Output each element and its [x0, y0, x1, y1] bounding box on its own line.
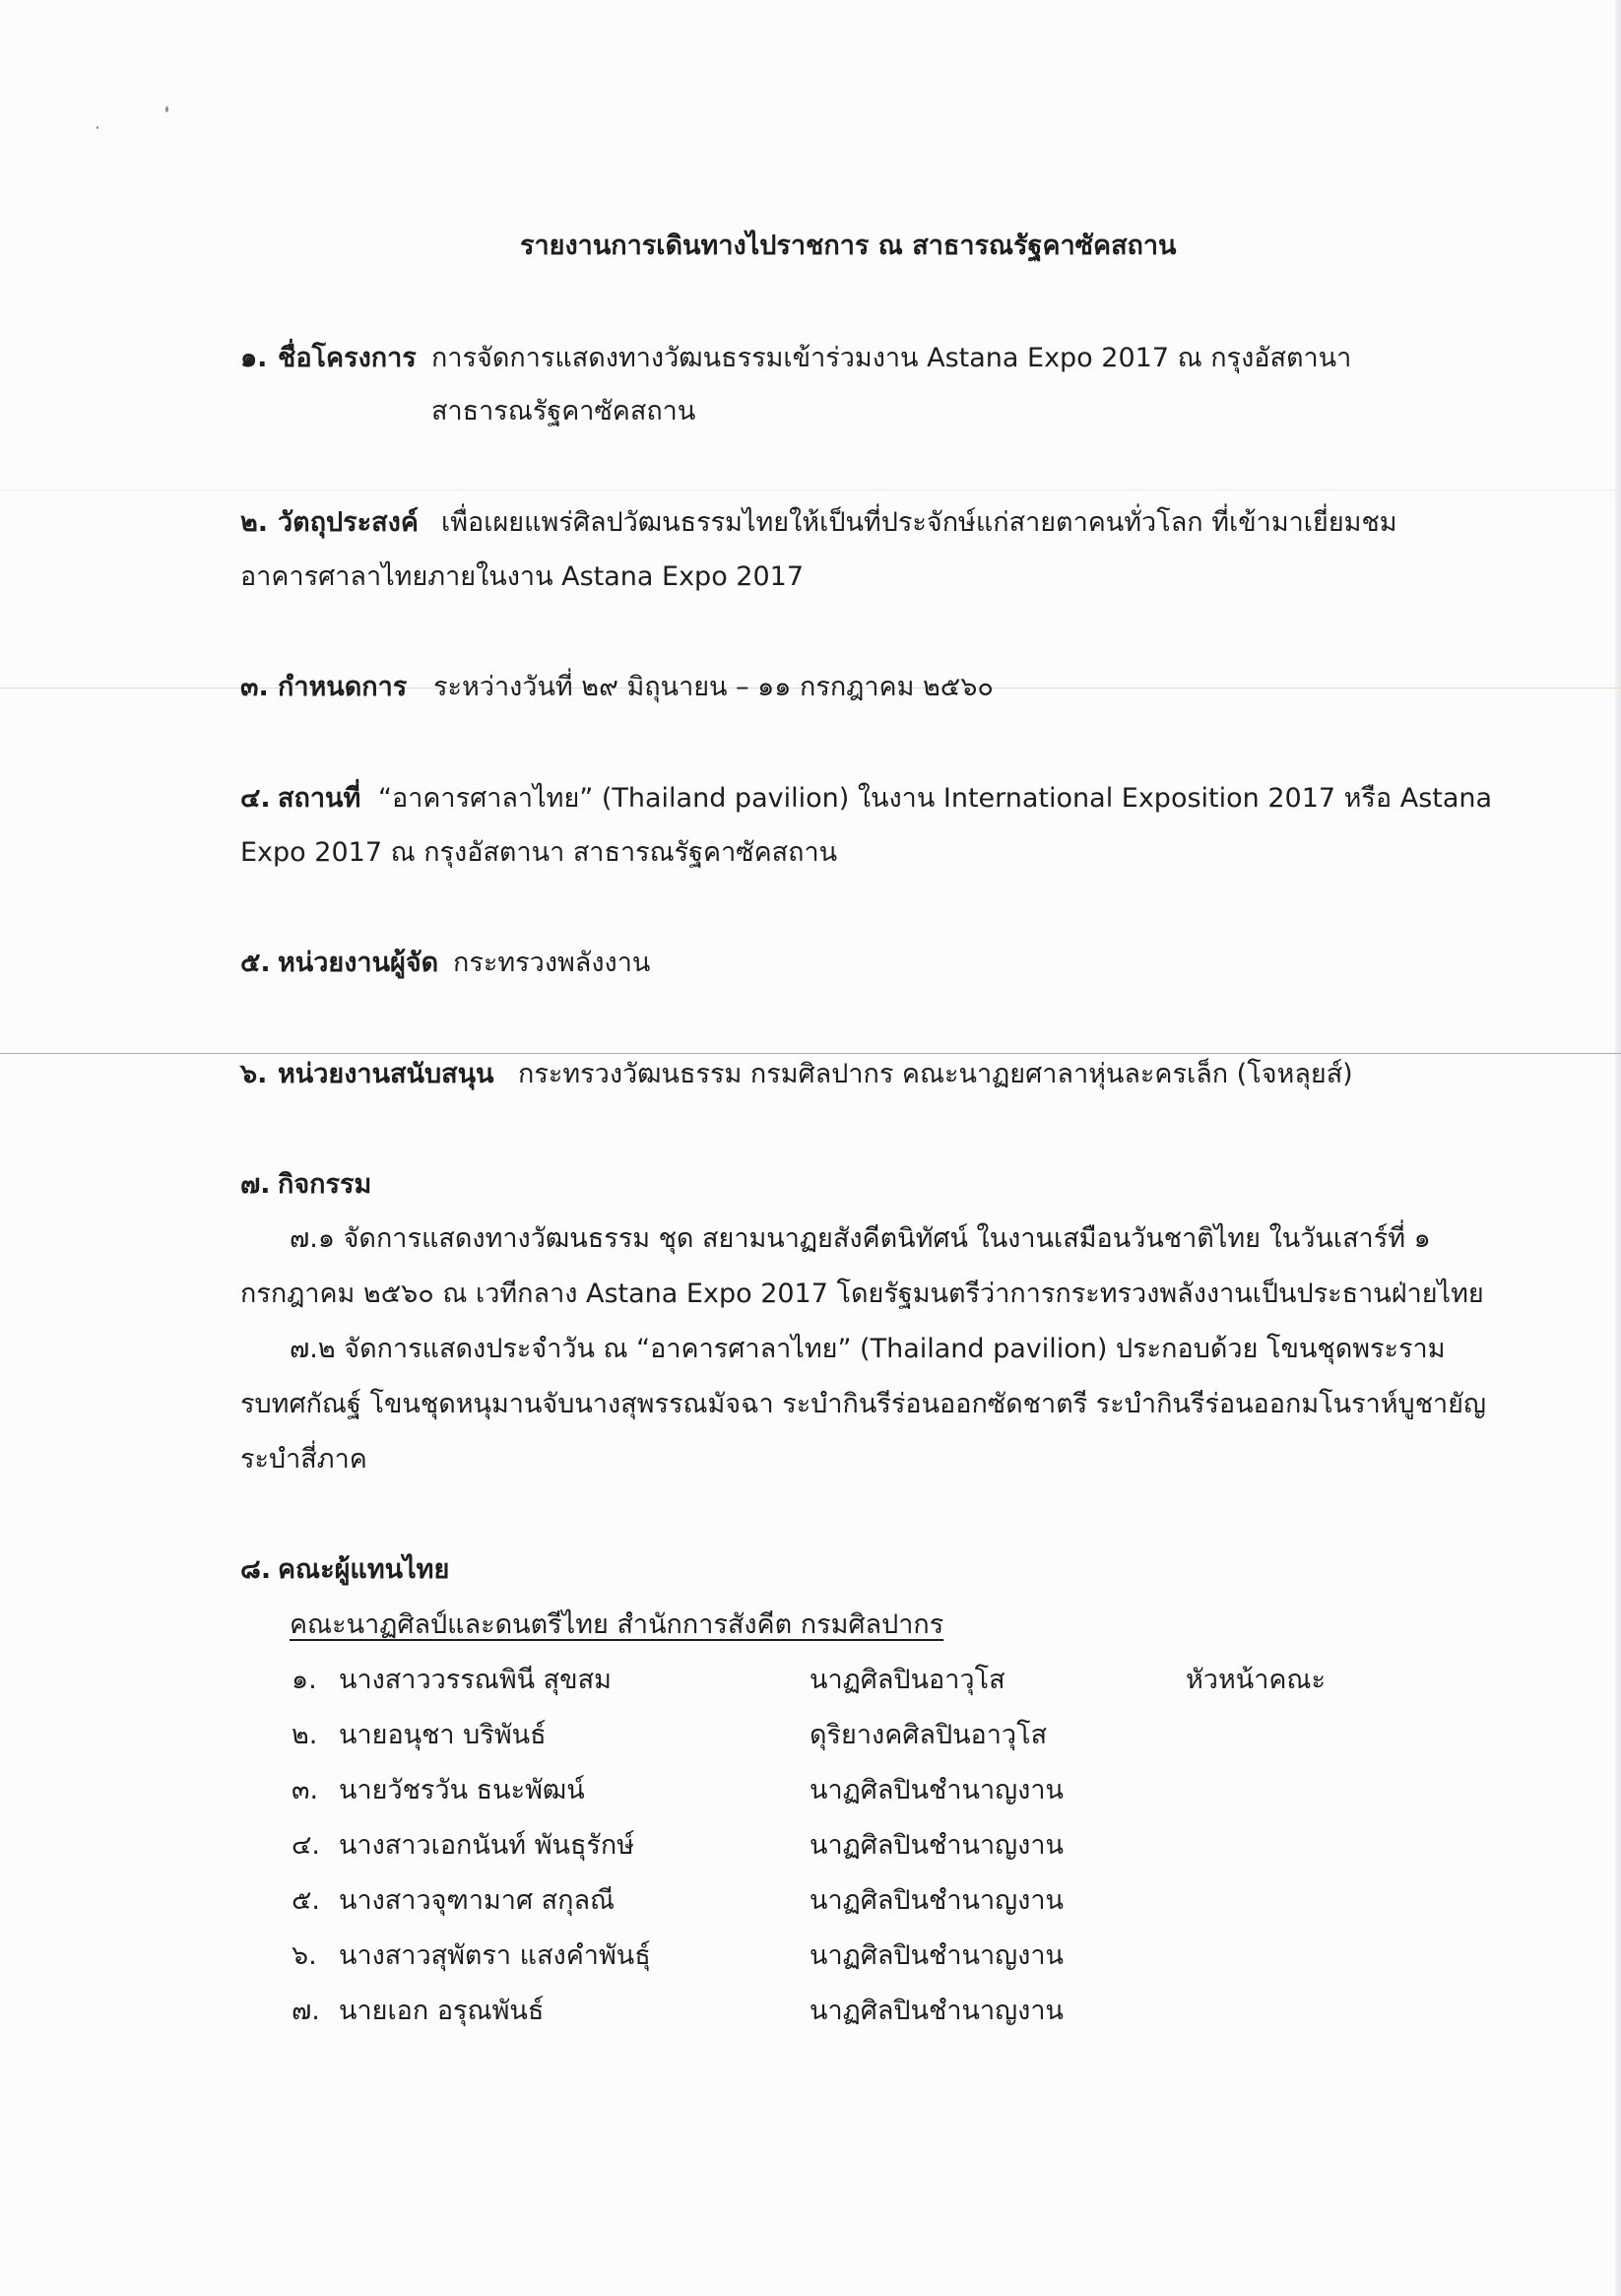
- section-4-text-line1: “อาคารศาลาไทย” (Thailand pavilion) ในงาน International Exposition 2017 หรือ Astana: [378, 783, 1493, 814]
- scan-line: [0, 1053, 1621, 1054]
- member-number: ๕.: [292, 1885, 321, 1916]
- scan-speck: [165, 106, 168, 112]
- section-6-text: กระทรวงวัฒนธรรม กรมศิลปากร คณะนาฏยศาลาหุ่นละครเล็ก (โจหลุยส์): [518, 1059, 1353, 1089]
- section-5-label: หน่วยงานผู้จัด: [278, 948, 439, 978]
- section-6-label: หน่วยงานสนับสนุน: [278, 1059, 494, 1089]
- section-3-label: กำหนดการ: [278, 672, 408, 702]
- section-2-text-line2: อาคารศาลาไทยภายในงาน Astana Expo 2017: [240, 561, 805, 592]
- section-5-number: ๕.: [240, 948, 271, 978]
- member-role: หัวหน้าคณะ: [1186, 1665, 1326, 1695]
- member-name: นายอนุชา บริพันธ์: [339, 1720, 547, 1750]
- member-number: ๖.: [292, 1940, 317, 1971]
- member-name: นางสาวสุพัตรา แสงคำพันธุ์: [339, 1940, 651, 1971]
- member-position: นาฏศิลปินชำนาญงาน: [810, 1940, 1064, 1971]
- section-7-item1-line2: กรกฎาคม ๒๕๖๐ ณ เวทีกลาง Astana Expo 2017 โดยรัฐมนตรีว่าการกระทรวงพลังงานเป็นประธานฝ่ายไทย: [240, 1279, 1484, 1309]
- section-8-number: ๘.: [240, 1554, 272, 1585]
- member-position: นาฏศิลปินชำนาญงาน: [810, 1996, 1064, 2026]
- member-number: ๓.: [292, 1775, 319, 1805]
- member-position: นาฏศิลปินอาวุโส: [810, 1665, 1005, 1695]
- scan-speck: [97, 126, 98, 129]
- section-4-number: ๔.: [240, 783, 271, 814]
- section-7-item2-line2: รบทศกัณฐ์ โขนชุดหนุมานจับนางสุพรรณมัจฉา ระบำกินรีร่อนออกซัดชาตรี ระบำกินรีร่อนออกมโนราห์บูชายัญ: [240, 1389, 1487, 1419]
- member-number: ๔.: [292, 1830, 321, 1861]
- scan-edge-shadow: [1615, 0, 1621, 2296]
- section-4-text-line2: Expo 2017 ณ กรุงอัสตานา สาธารณรัฐคาซัคสถาน: [240, 837, 838, 868]
- member-position: ดุริยางคศิลปินอาวุโส: [810, 1720, 1048, 1750]
- section-1-text-line1: การจัดการแสดงทางวัฒนธรรมเข้าร่วมงาน Astana Expo 2017 ณ กรุงอัสตานา: [431, 343, 1352, 373]
- page-title: รายงานการเดินทางไปราชการ ณ สาธารณรัฐคาซัคสถาน: [520, 230, 1177, 261]
- section-5-text: กระทรวงพลังงาน: [453, 948, 651, 978]
- member-number: ๗.: [292, 1996, 320, 2026]
- section-3-number: ๓.: [240, 672, 269, 702]
- section-6-number: ๖.: [240, 1059, 268, 1089]
- member-position: นาฏศิลปินชำนาญงาน: [810, 1775, 1064, 1805]
- member-position: นาฏศิลปินชำนาญงาน: [810, 1885, 1064, 1916]
- member-number: ๒.: [292, 1720, 318, 1750]
- section-3-text: ระหว่างวันที่ ๒๙ มิถุนายน – ๑๑ กรกฎาคม ๒๕๖๐: [433, 672, 994, 702]
- section-7-number: ๗.: [240, 1169, 271, 1200]
- section-2-number: ๒.: [240, 507, 269, 538]
- section-1-label: ชื่อโครงการ: [278, 343, 417, 373]
- member-position: นาฏศิลปินชำนาญงาน: [810, 1830, 1064, 1861]
- section-2-text-line1: เพื่อเผยแพร่ศิลปวัฒนธรรมไทยให้เป็นที่ประจักษ์แก่สายตาคนทั่วโลก ที่เข้ามาเยี่ยมชม: [441, 507, 1397, 538]
- delegation-group-heading: คณะนาฏศิลป์และดนตรีไทย สำนักการสังคีต กรมศิลปากร: [290, 1609, 944, 1640]
- section-2-label: วัตถุประสงค์: [278, 507, 419, 538]
- member-name: นางสาวจุฑามาศ สกุลณี: [339, 1885, 616, 1916]
- section-7-item2-line1: ๗.๒ จัดการแสดงประจำวัน ณ “อาคารศาลาไทย” (Thailand pavilion) ประกอบด้วย โขนชุดพระราม: [290, 1334, 1446, 1364]
- member-name: นายเอก อรุณพันธ์: [339, 1996, 545, 2026]
- section-7-item2-line3: ระบำสี่ภาค: [240, 1444, 367, 1475]
- member-name: นางสาววรรณพินี สุขสม: [339, 1665, 612, 1695]
- section-1-number: ๑.: [240, 343, 268, 373]
- member-number: ๑.: [292, 1665, 317, 1695]
- member-name: นายวัชรวัน ธนะพัฒน์: [339, 1775, 585, 1805]
- section-1-text-line2: สาธารณรัฐคาซัคสถาน: [431, 396, 696, 426]
- section-7-label: กิจกรรม: [278, 1169, 372, 1200]
- member-name: นางสาวเอกนันท์ พันธุรักษ์: [339, 1830, 635, 1861]
- section-8-label: คณะผู้แทนไทย: [278, 1554, 450, 1585]
- section-7-item1-line1: ๗.๑ จัดการแสดงทางวัฒนธรรม ชุด สยามนาฏยสังคีตนิทัศน์ ในงานเสมือนวันชาติไทย ในวันเสาร์ที่ ๑: [290, 1223, 1431, 1254]
- scan-line: [0, 490, 1621, 491]
- section-4-label: สถานที่: [278, 783, 361, 814]
